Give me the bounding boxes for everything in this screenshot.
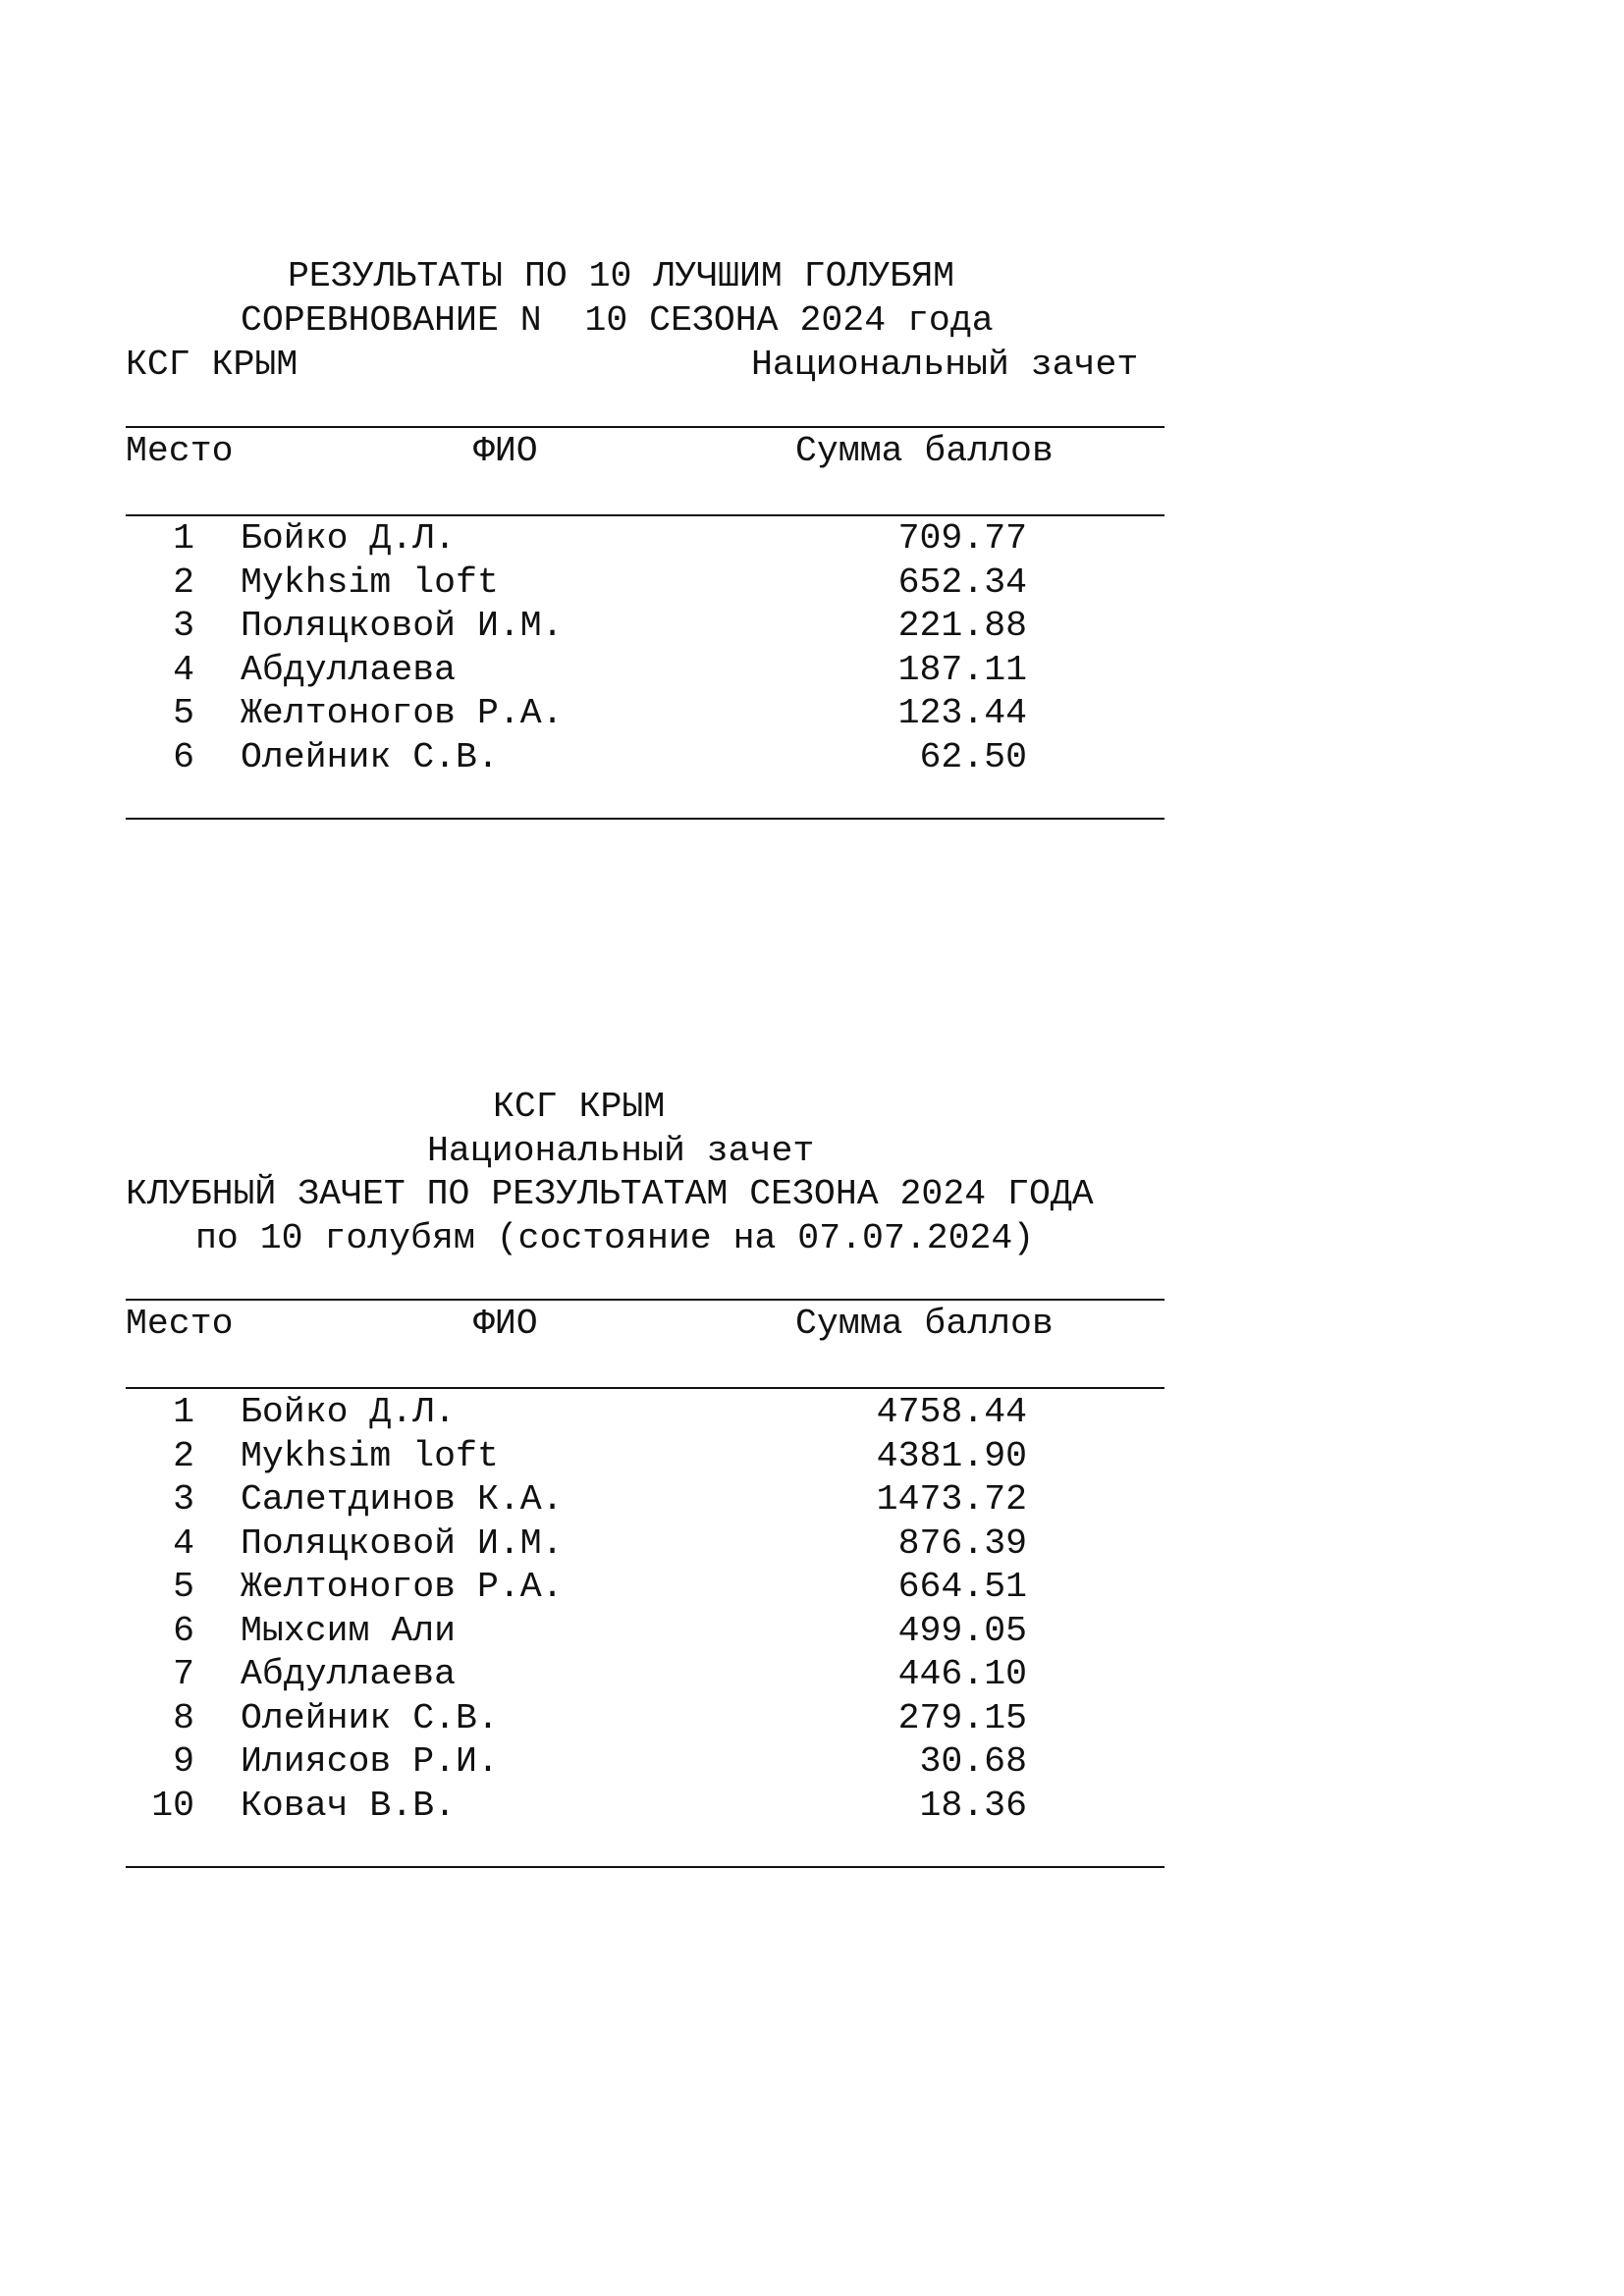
row-score: 446.10 [897,1654,1027,1694]
section1-rule-top [126,426,1164,428]
section2-header-score: Сумма баллов [795,1304,1054,1344]
section2-title-line4: по 10 голубям (состояние на 07.07.2024) [195,1218,1035,1258]
row-score: 123.44 [897,693,1027,733]
row-place: 9 [173,1741,194,1782]
row-score: 4758.44 [876,1392,1027,1432]
section1-header-name: ФИО [473,431,538,471]
row-name: Желтоногов Р.А. [241,1567,564,1607]
section1-title-line2: СОРЕВНОВАНИЕ N 10 СЕЗОНА 2024 года [241,300,994,341]
row-place: 8 [173,1697,194,1738]
row-name: Илиясов Р.И. [241,1741,499,1782]
section1-category: Национальный зачет [751,345,1139,385]
row-place: 2 [173,561,194,603]
section2-title-line3: КЛУБНЫЙ ЗАЧЕТ ПО РЕЗУЛЬТАТАМ СЕЗОНА 2024 ГОДА [126,1174,1094,1214]
row-name: Салетдинов К.А. [241,1479,564,1520]
section2-rule-top [126,1299,1164,1301]
row-score: 4381.90 [876,1435,1027,1476]
row-name: Поляцковой И.М. [241,606,564,646]
section1-header-place: Место [126,431,234,471]
section1-rule-bottom [126,818,1164,820]
row-score: 279.15 [897,1697,1027,1738]
row-place: 4 [173,649,194,690]
row-place: 1 [173,1392,194,1432]
row-place: 3 [173,606,194,646]
row-place: 6 [173,1610,194,1651]
row-score: 1473.72 [876,1479,1027,1520]
row-name: Абдуллаева [241,649,457,690]
row-place: 2 [173,1435,194,1476]
section2-rule-header [126,1387,1164,1389]
section2-title-line2: Национальный зачет [427,1131,815,1171]
section1-rule-header [126,514,1164,516]
row-score: 876.39 [897,1522,1027,1564]
row-score: 664.51 [897,1567,1027,1607]
row-place: 6 [173,736,194,777]
row-place: 7 [173,1654,194,1694]
row-place: 4 [173,1522,194,1564]
row-name: Мыхсим Али [241,1610,457,1651]
row-place: 5 [173,693,194,733]
row-score: 30.68 [919,1741,1027,1782]
row-score: 62.50 [919,736,1027,777]
row-name: Mykhsim loft [241,561,499,603]
row-place: 10 [151,1785,194,1826]
section2-header-place: Место [126,1304,234,1344]
section2-header-name: ФИО [473,1304,538,1344]
section1-title-line1: РЕЗУЛЬТАТЫ ПО 10 ЛУЧШИМ ГОЛУБЯМ [288,256,955,296]
row-name: Бойко Д.Л. [241,518,457,559]
row-score: 187.11 [897,649,1027,690]
section1-club: КСГ КРЫМ [126,345,298,385]
row-name: Mykhsim loft [241,1435,499,1476]
row-name: Олейник С.В. [241,736,499,777]
row-score: 709.77 [897,518,1027,559]
row-score: 221.88 [897,606,1027,646]
row-name: Поляцковой И.М. [241,1522,564,1564]
row-score: 18.36 [919,1785,1027,1826]
row-name: Абдуллаева [241,1654,457,1694]
row-score: 499.05 [897,1610,1027,1651]
section2-rule-bottom [126,1866,1164,1868]
row-name: Бойко Д.Л. [241,1392,457,1432]
row-name: Олейник С.В. [241,1697,499,1738]
row-place: 3 [173,1479,194,1520]
section2-title-line1: КСГ КРЫМ [493,1087,666,1127]
section1-header-score: Сумма баллов [795,431,1054,471]
row-place: 1 [173,518,194,559]
row-place: 5 [173,1567,194,1607]
row-name: Ковач В.В. [241,1785,457,1826]
row-score: 652.34 [897,561,1027,603]
row-name: Желтоногов Р.А. [241,693,564,733]
